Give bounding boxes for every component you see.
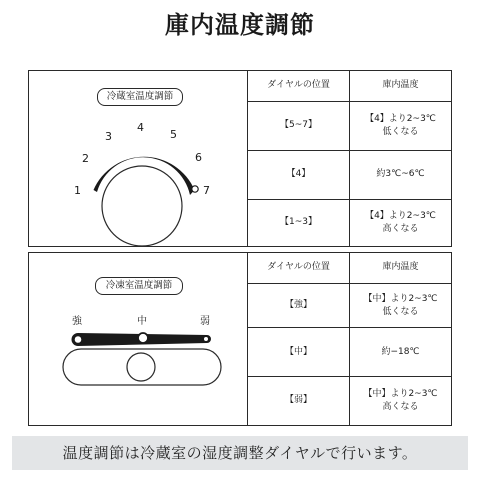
fridge-dial-number-4: 4: [137, 121, 144, 134]
freezer-row-1-temp: [350, 283, 452, 328]
freezer-row-2-temp-line-1: 約−18℃: [381, 346, 420, 357]
fridge-row-1-temp-line-2: 低くなる: [382, 126, 419, 137]
fridge-row-3-temp-line-2: 高くなる: [382, 223, 419, 234]
fridge-dial-number-3: 3: [105, 130, 112, 143]
fridge-dial-area: [29, 71, 248, 246]
freezer-slider-area: [29, 253, 248, 425]
fridge-row-2-position: 【4】: [248, 150, 350, 199]
fridge-row-1-temp: [350, 101, 452, 150]
fridge-dial[interactable]: [29, 71, 247, 247]
freezer-row-1-temp-line-2: 低くなる: [382, 306, 419, 317]
fridge-dial-knob[interactable]: [102, 166, 182, 246]
fridge-row-3-temp-line-1: 【4】より2~3℃: [365, 210, 436, 221]
fridge-row-2-temp: [350, 150, 452, 199]
fridge-row-2-temp-line-1: 約3℃~6℃: [376, 169, 425, 179]
freezer-header-temp: 庫内温度: [350, 253, 452, 283]
page-title: 庫内温度調節: [165, 11, 315, 39]
fridge-table: [248, 71, 451, 246]
freezer-slider-marker-medium[interactable]: [138, 333, 148, 343]
fridge-dial-number-5: 5: [170, 128, 177, 141]
fridge-header-temp: 庫内温度: [350, 71, 452, 101]
freezer-slider-marker-weak: [204, 337, 209, 342]
footer-note: 温度調節は冷蔵室の湿度調整ダイヤルで行います。: [12, 436, 468, 470]
fridge-row-3-position: 【1~3】: [248, 199, 350, 246]
freezer-row-3-temp-line-2: 高くなる: [382, 401, 419, 412]
fridge-row-1-temp-line-1: 【4】より2~3℃: [365, 113, 436, 124]
freezer-row-3-temp-line-1: 【中】より2~3℃: [363, 388, 438, 399]
fridge-panel: [28, 70, 452, 247]
fridge-dial-number-7: 7: [203, 184, 210, 197]
freezer-row-1-temp-line-1: 【中】より2~3℃: [363, 293, 438, 304]
freezer-label-medium: 中: [137, 316, 147, 327]
freezer-label-weak: 弱: [200, 316, 210, 327]
freezer-label-strong: 強: [72, 316, 82, 327]
fridge-dial-number-6: 6: [195, 151, 202, 164]
freezer-slider[interactable]: [29, 253, 247, 425]
freezer-slider-label: 冷凍室温度調節: [95, 277, 183, 295]
freezer-header-position: ダイヤルの位置: [248, 253, 350, 283]
fridge-dial-label: 冷蔵室温度調節: [97, 88, 183, 106]
freezer-row-1-position: 【強】: [248, 283, 350, 328]
freezer-slider-marker-strong: [74, 336, 82, 344]
fridge-dial-end-marker: [192, 186, 198, 192]
freezer-knob[interactable]: [127, 353, 155, 381]
freezer-row-3-temp: [350, 376, 452, 425]
fridge-dial-number-2: 2: [82, 152, 89, 165]
freezer-panel: [28, 252, 452, 426]
fridge-row-1-position: 【5~7】: [248, 101, 350, 150]
fridge-row-3-temp: [350, 199, 452, 246]
freezer-row-3-position: 【弱】: [248, 376, 350, 425]
fridge-dial-number-1: 1: [74, 184, 81, 197]
freezer-row-2-temp: [350, 328, 452, 377]
fridge-header-position: ダイヤルの位置: [248, 71, 350, 101]
freezer-row-2-position: 【中】: [248, 328, 350, 377]
freezer-table: [248, 253, 451, 425]
